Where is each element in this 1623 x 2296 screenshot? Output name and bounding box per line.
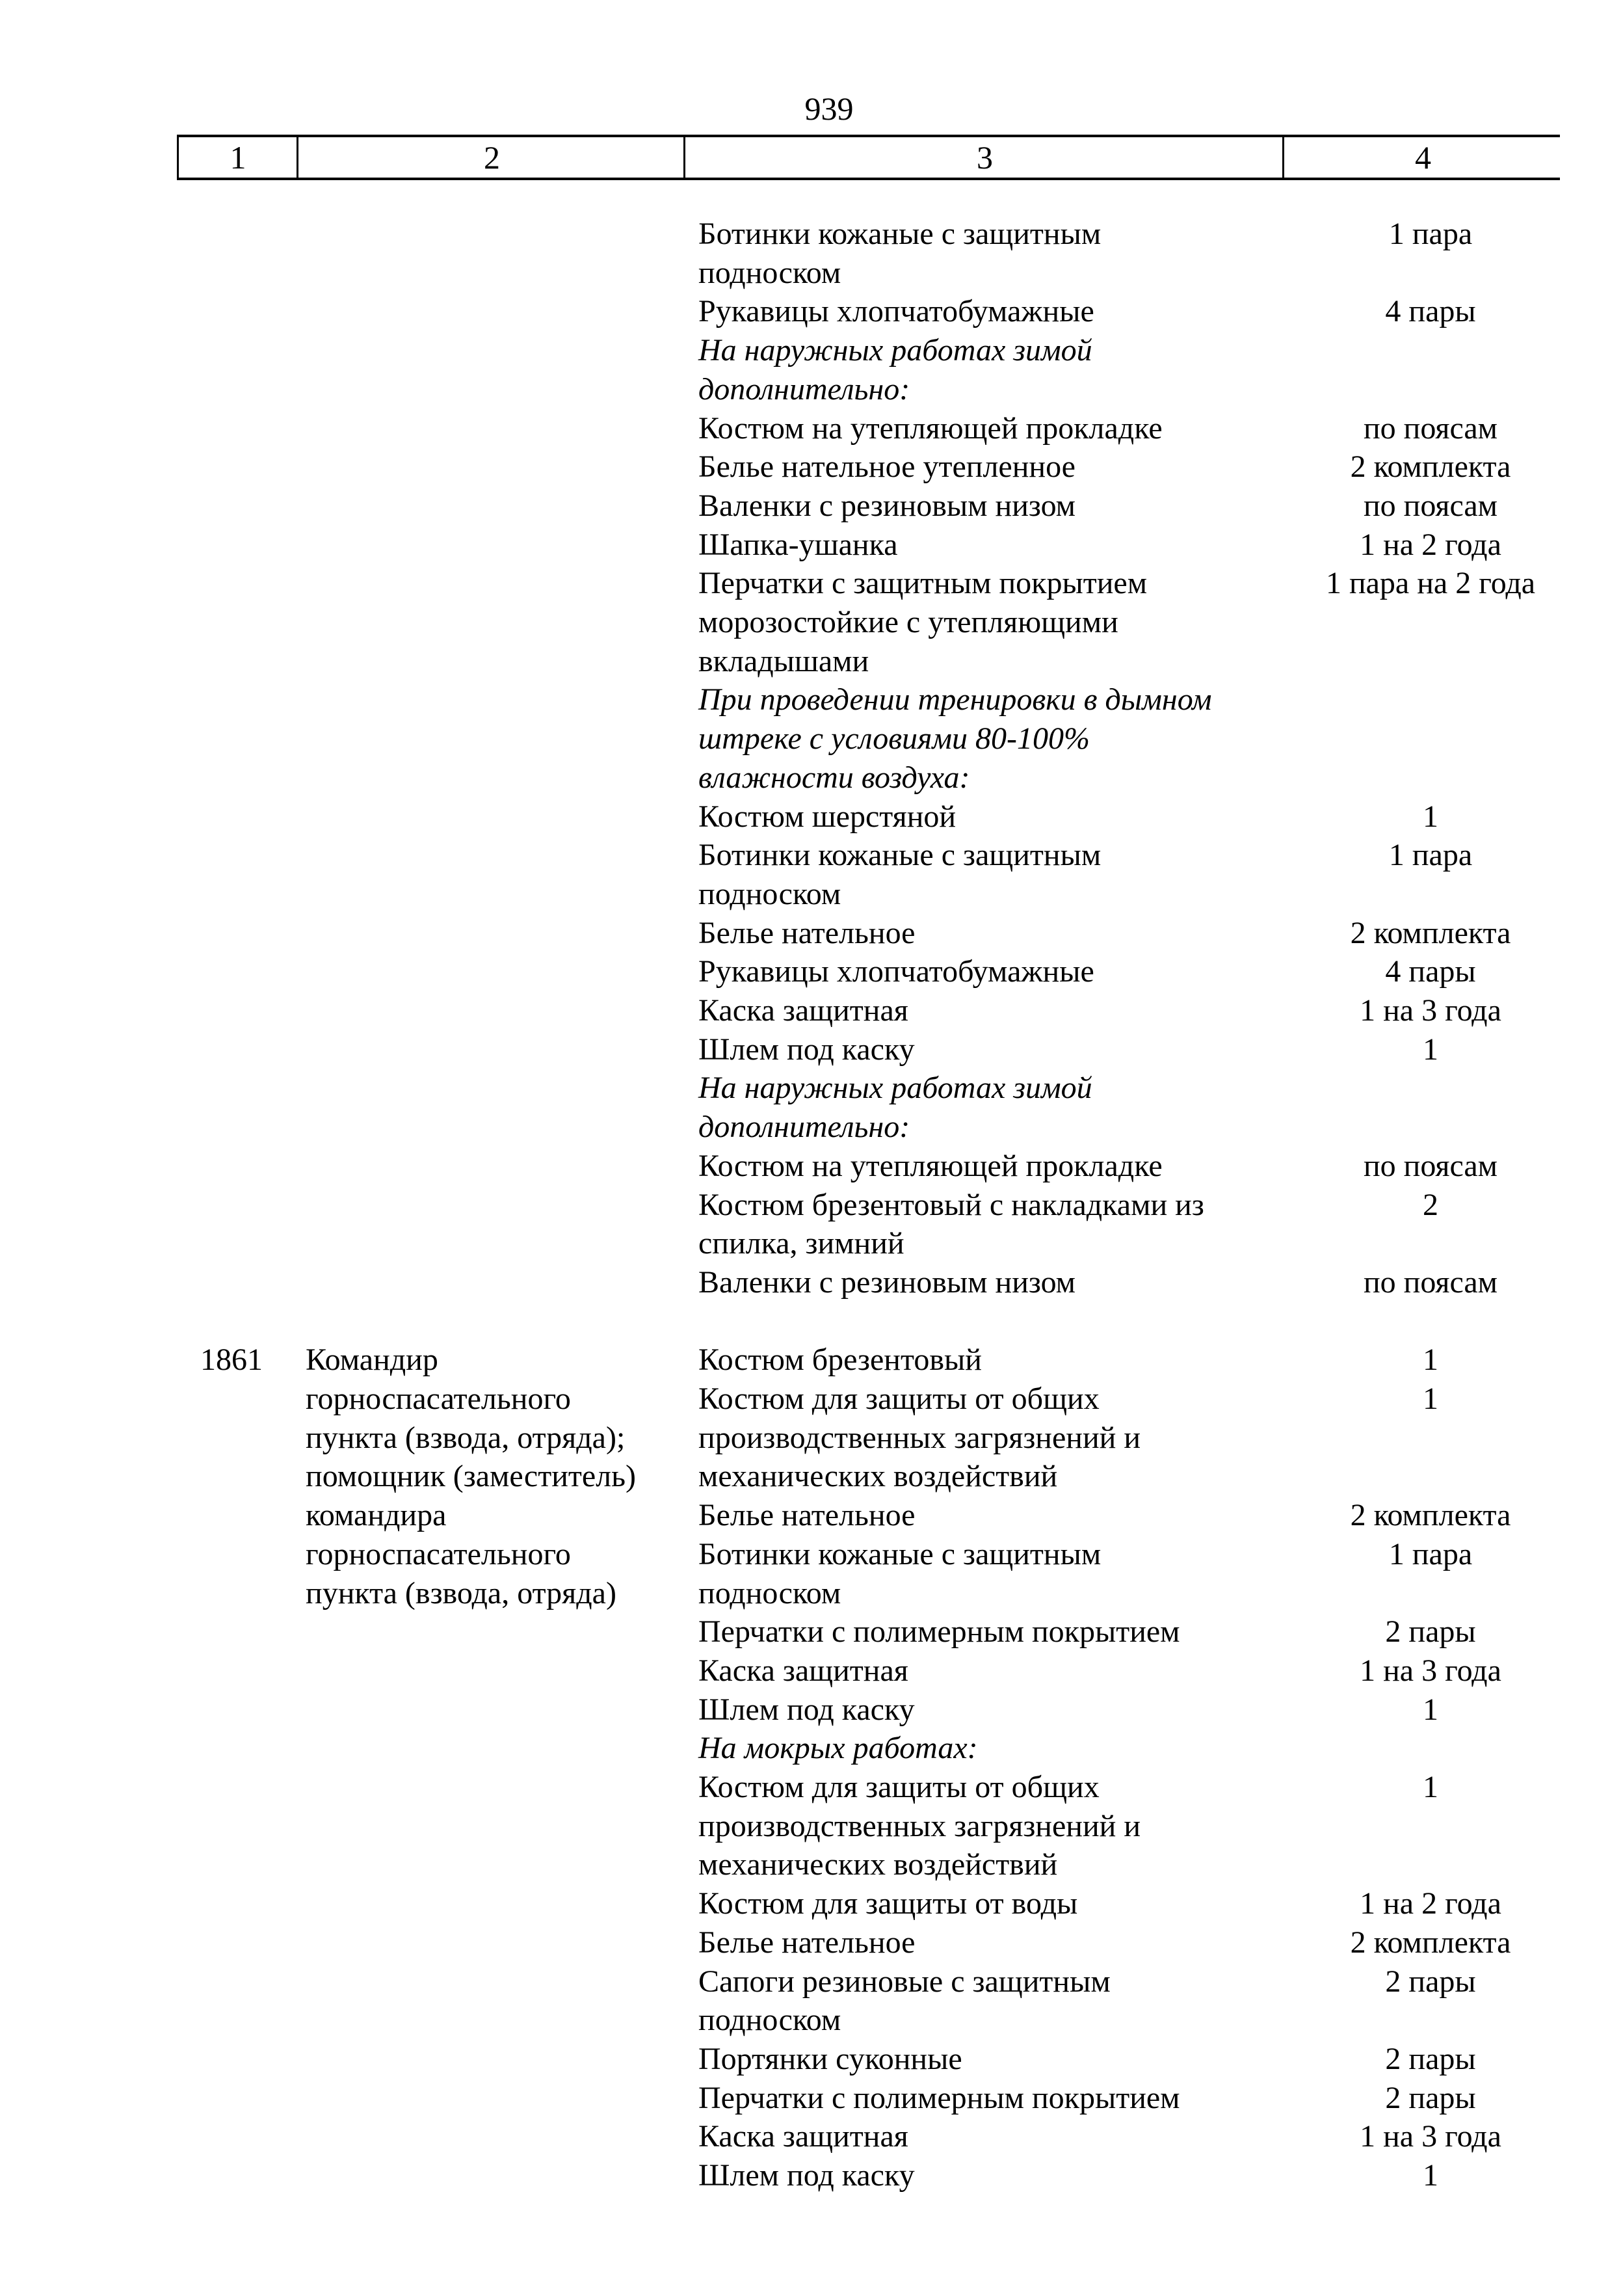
item-norm: 4 пары [1385,294,1476,329]
item-name: влажности воздуха: [698,760,970,795]
item-name: Валенки с резиновым низом [698,1264,1076,1300]
item-norm: 1 пара [1388,838,1473,873]
table-row [0,1030,1623,1069]
header-col-3: 3 [683,137,1284,178]
item-norm: по поясам [1363,1148,1498,1183]
table-row [0,1690,1623,1729]
table-row [0,215,1623,254]
item-name: Костюм на утепляющей прокладке [698,1148,1163,1183]
item-norm: по поясам [1363,1264,1498,1300]
item-norm: 2 пары [1385,2080,1476,2115]
item-name: Костюм для защиты от общих [698,1770,1100,1804]
table-row [0,875,1623,914]
item-norm: 2 комплекта [1350,1498,1511,1533]
profession-name: пункта (взвода, отряда); [306,1420,626,1455]
table-row [0,2001,1623,2040]
item-name: Каска защитная [698,1653,908,1688]
table-row [0,254,1623,293]
table-row [0,642,1623,681]
table-row [0,1380,1623,1419]
header-col-1: 1 [177,137,297,178]
table-row [0,292,1623,331]
item-name: Костюм шерстяной [698,799,957,834]
item-name: Ботинки кожаные с защитным [698,217,1102,251]
item-name: Костюм для защиты от воды [698,1886,1078,1921]
item-name: Шлем под каску [698,2158,915,2193]
item-name: Ботинки кожаные с защитным [698,1536,1102,1571]
table-row [0,526,1623,565]
item-name: спилка, зимний [698,1226,904,1261]
table-row [0,1807,1623,1846]
table-row [0,719,1623,758]
item-norm: 2 пары [1385,2041,1476,2076]
table-row [0,1263,1623,1302]
item-name: дополнительно: [698,371,910,407]
table-row [0,603,1623,642]
table-row [0,487,1623,526]
table-row [0,1612,1623,1651]
page-number: 939 [804,90,854,127]
item-norm: 1 [1423,2158,1438,2193]
table-row [0,1302,1623,1341]
item-name: Каска защитная [698,993,908,1028]
item-name: морозостойкие с утепляющими [698,605,1118,639]
item-norm: 1 на 2 года [1360,1886,1501,1921]
item-norm: 1 на 3 года [1360,1653,1501,1688]
profession-name: пункта (взвода, отряда) [306,1575,616,1610]
item-name: Валенки с резиновым низом [698,488,1076,523]
item-name: Рукавицы хлопчатобумажные [698,294,1094,329]
table-row [0,1574,1623,1613]
item-norm: 2 [1423,1187,1438,1222]
table-row [0,2079,1623,2118]
item-norm: 1 [1423,799,1438,834]
item-name: Костюм брезентовый с накладками из [698,1187,1204,1222]
table-row [0,952,1623,991]
table-row [0,2040,1623,2079]
item-name: подноском [698,255,841,290]
item-name: Перчатки с полимерным покрытием [698,2080,1180,2115]
item-norm: 1 [1423,1032,1438,1067]
item-name: производственных загрязнений и [698,1420,1141,1455]
table-row [0,1069,1623,1108]
item-name: вкладышами [698,643,869,678]
item-name: На наружных работах зимой [698,1071,1092,1106]
table-row [0,2117,1623,2156]
item-norm: по поясам [1363,410,1498,446]
item-norm: 1 [1423,1692,1438,1727]
item-name: Перчатки с защитным покрытием [698,566,1148,601]
table-row [0,1923,1623,1962]
item-name: Белье нательное [698,915,916,950]
item-norm: 2 пары [1385,1964,1476,1999]
profession-name: горноспасательного [306,1382,571,1416]
item-norm: 1 [1423,1342,1438,1378]
table-row [0,1496,1623,1535]
item-name: штреке с условиями 80-100% [698,721,1090,756]
table-header [177,135,1560,180]
table-row [0,409,1623,448]
table-row [0,1186,1623,1225]
item-name: Костюм брезентовый [698,1342,982,1378]
item-name: Ботинки кожаные с защитным [698,838,1102,873]
item-norm: 2 комплекта [1350,1925,1511,1960]
item-norm: 1 пара на 2 года [1325,566,1536,601]
table-row [0,680,1623,719]
item-name: Портянки суконные [698,2041,962,2076]
table-row [0,1884,1623,1923]
item-name: Каска защитная [698,2119,908,2154]
item-name: механических воздействий [698,1847,1058,1882]
table-row [0,1962,1623,2001]
item-name: На наружных работах зимой [698,333,1092,368]
header-col-2: 2 [297,137,685,178]
item-name: Рукавицы хлопчатобумажные [698,954,1094,989]
item-norm: 1 на 3 года [1360,993,1501,1028]
item-norm: 4 пары [1385,954,1476,989]
profession-name: Командир [306,1342,438,1378]
item-norm: 1 [1423,1770,1438,1804]
item-name: подноском [698,2003,841,2038]
item-name: Перчатки с полимерным покрытием [698,1614,1180,1649]
item-norm: 1 [1423,1382,1438,1416]
item-name: дополнительно: [698,1110,910,1145]
table-row [0,370,1623,409]
item-name: Белье нательное [698,1925,916,1960]
table-row [0,1147,1623,1186]
item-norm: по поясам [1363,488,1498,523]
table-row [0,914,1623,953]
table-row [0,1419,1623,1458]
item-norm: 1 на 2 года [1360,527,1501,562]
item-name: Белье нательное [698,1498,916,1533]
profession-name: помощник (заместитель) [306,1459,637,1494]
table-row [0,1341,1623,1380]
item-name: Шапка-ушанка [698,527,898,562]
item-norm: 2 комплекта [1350,449,1511,485]
table-row [0,1224,1623,1263]
item-norm: 2 пары [1385,1614,1476,1649]
table-row [0,758,1623,797]
item-norm: 1 пара [1388,1536,1473,1571]
table-row [0,991,1623,1030]
table-row [0,1535,1623,1574]
item-name: Сапоги резиновые с защитным [698,1964,1111,1999]
item-name: производственных загрязнений и [698,1808,1141,1843]
table-row [0,331,1623,370]
item-name: механических воздействий [698,1459,1058,1494]
item-name: Белье нательное утепленное [698,449,1075,485]
table-row [0,1768,1623,1807]
item-name: подноском [698,1575,841,1610]
item-name: Шлем под каску [698,1032,915,1067]
table-row [0,797,1623,836]
item-name: Костюм для защиты от общих [698,1382,1100,1416]
table-row [0,2156,1623,2195]
table-row [0,836,1623,875]
table-row [0,1457,1623,1496]
profession-name: командира [306,1498,447,1533]
row-number: 1861 [200,1342,263,1378]
item-norm: 1 пара [1388,217,1473,251]
item-name: подноском [698,876,841,911]
table-row [0,447,1623,487]
item-name: Шлем под каску [698,1692,915,1727]
table-row [0,1845,1623,1884]
item-norm: 2 комплекта [1350,915,1511,950]
item-name: На мокрых работах: [698,1731,978,1766]
table-row [0,1729,1623,1768]
table-row [0,1108,1623,1147]
table-row [0,1651,1623,1690]
header-col-4: 4 [1282,137,1562,178]
item-name: При проведении тренировки в дымном [698,682,1212,717]
profession-name: горноспасательного [306,1536,571,1571]
item-norm: 1 на 3 года [1360,2119,1501,2154]
table-row [0,564,1623,603]
item-name: Костюм на утепляющей прокладке [698,410,1163,446]
